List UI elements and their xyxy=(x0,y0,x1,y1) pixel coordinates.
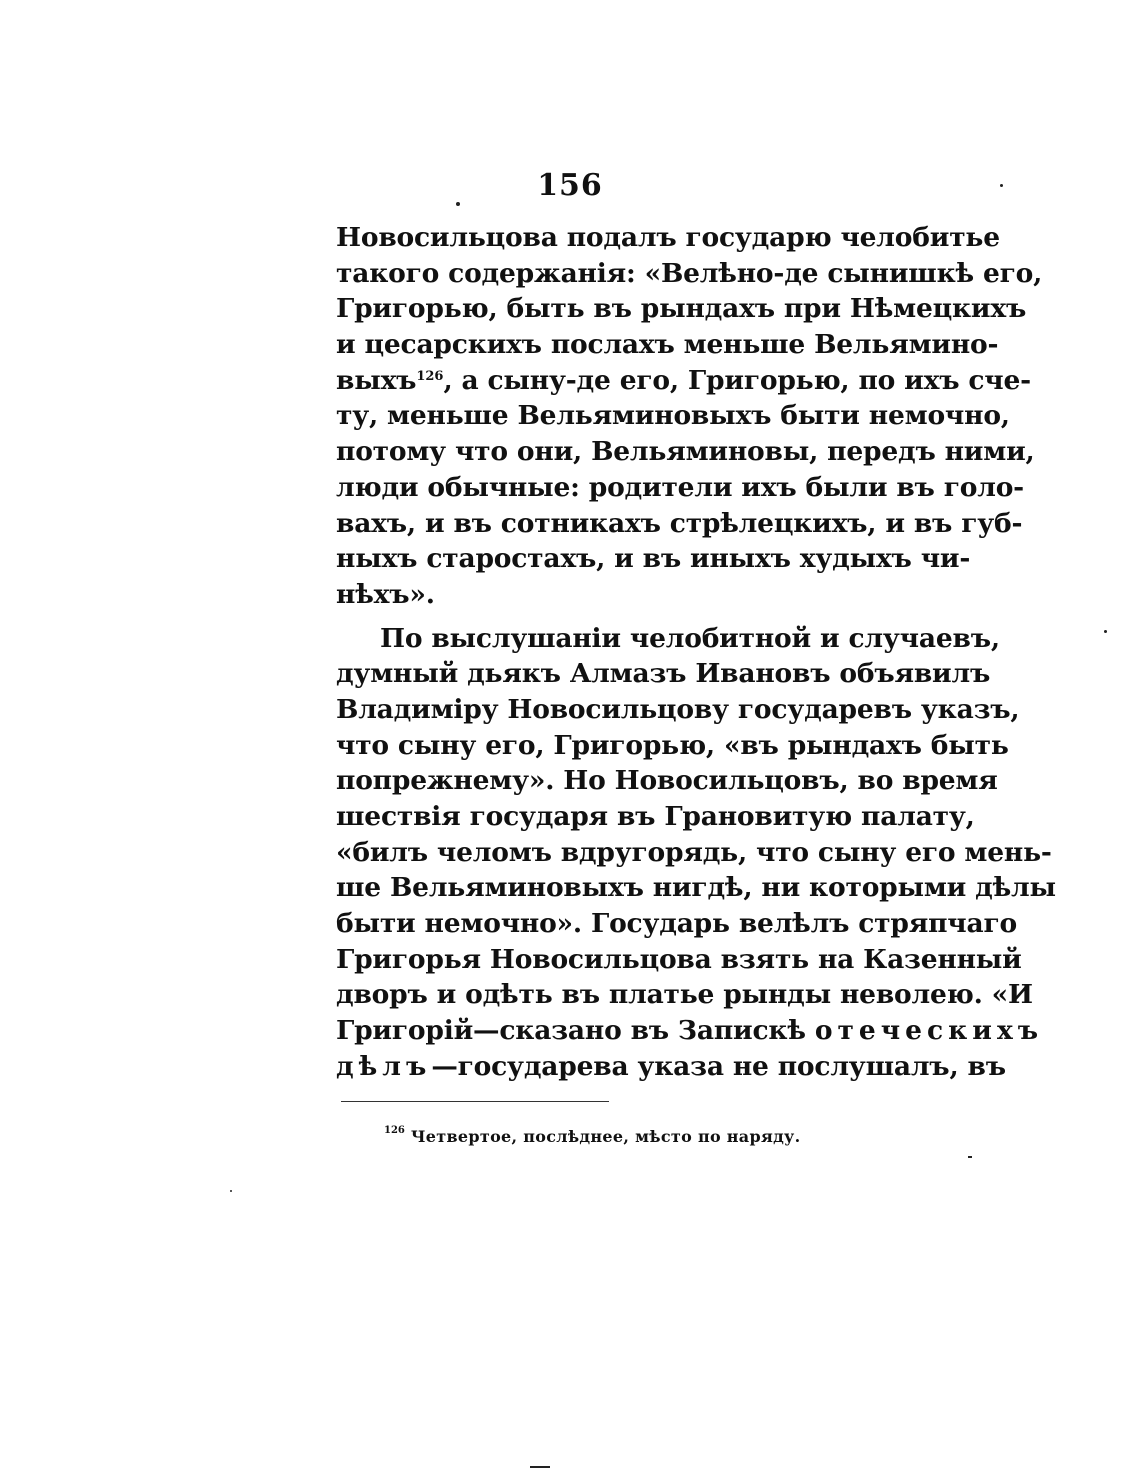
text-line: что сыну его, Григорью, «въ рындахъ быть xyxy=(336,729,1009,761)
text-line xyxy=(336,363,1031,399)
paragraph-1 xyxy=(336,220,1043,613)
text-line: Григорью, быть въ рындахъ при Нѣмецкихъ xyxy=(336,293,1027,325)
text-line: думный дьякъ Алмазъ Ивановъ объявилъ xyxy=(336,658,991,690)
text-line: ныхъ старостахъ, и въ иныхъ худыхъ чи- xyxy=(336,543,971,575)
footnote xyxy=(384,1127,800,1146)
text-line: Григорья Новосильцова взять на Казенный xyxy=(336,943,1022,975)
text-segment: , а сыну-де его, Григорью, по ихъ сче- xyxy=(443,364,1031,396)
scan-speck xyxy=(1000,184,1003,187)
text-line: такого содержанія: «Велѣно-де сынишкѣ его, xyxy=(336,257,1043,289)
scan-speck xyxy=(1104,630,1107,633)
footnote-ref: 126 xyxy=(416,368,444,384)
scan-speck xyxy=(968,1156,972,1158)
footnote-rule xyxy=(341,1101,609,1102)
text-segment: Григорій—сказано въ Запискѣ xyxy=(336,1015,815,1047)
text-line: люди обычные: родители ихъ были въ голо- xyxy=(336,471,1024,503)
text-line: ше Вельяминовыхъ нигдѣ, ни которыми дѣлы xyxy=(336,872,1056,904)
text-segment: —государева указа не послушалъ, въ xyxy=(431,1050,1006,1082)
text-line: «билъ челомъ вдругорядь, что сыну его мень- xyxy=(336,836,1052,868)
text-line: дворъ и одѣть въ платье рынды неволею. «И xyxy=(336,979,1033,1011)
text-line: вахъ, и въ сотникахъ стрѣлецкихъ, и въ губ- xyxy=(336,507,1023,539)
spaced-emphasis: отеческихъ xyxy=(814,1015,1044,1047)
page-number: 156 xyxy=(537,168,603,203)
text-line: и цесарскихъ послахъ меньше Вельямино- xyxy=(336,329,999,361)
scan-speck xyxy=(456,202,460,206)
paragraph-2 xyxy=(336,621,1056,1085)
footnote-number: 126 xyxy=(384,1125,405,1136)
text-line: нѣхъ». xyxy=(336,578,435,610)
footnote-text: Четвертое, послѣднее, мѣсто по наряду. xyxy=(410,1127,801,1146)
spaced-emphasis: дѣлъ xyxy=(336,1050,432,1082)
text-line xyxy=(336,1013,1044,1049)
body-text xyxy=(336,220,1056,1085)
text-line: Новосильцова подалъ государю челобитье xyxy=(336,222,1000,253)
text-line: шествія государя въ Грановитую палату, xyxy=(336,801,975,832)
text-segment: выхъ xyxy=(336,364,417,396)
text-line: потому что они, Вельяминовы, передъ ними, xyxy=(336,436,1035,468)
text-line xyxy=(336,1049,1006,1085)
scan-speck xyxy=(530,1466,550,1468)
text-line: По выслушаніи челобитной и случаевъ, xyxy=(380,622,1000,654)
text-line: ту, меньше Вельяминовыхъ быти немочно, xyxy=(336,400,1010,432)
scan-speck xyxy=(230,1190,232,1192)
text-line: попрежнему». Но Новосильцовъ, во время xyxy=(336,765,998,797)
text-line: быти немочно». Государь велѣлъ стряпчаго xyxy=(336,908,1017,940)
text-line: Владиміру Новосильцову государевъ указъ, xyxy=(336,693,1020,725)
